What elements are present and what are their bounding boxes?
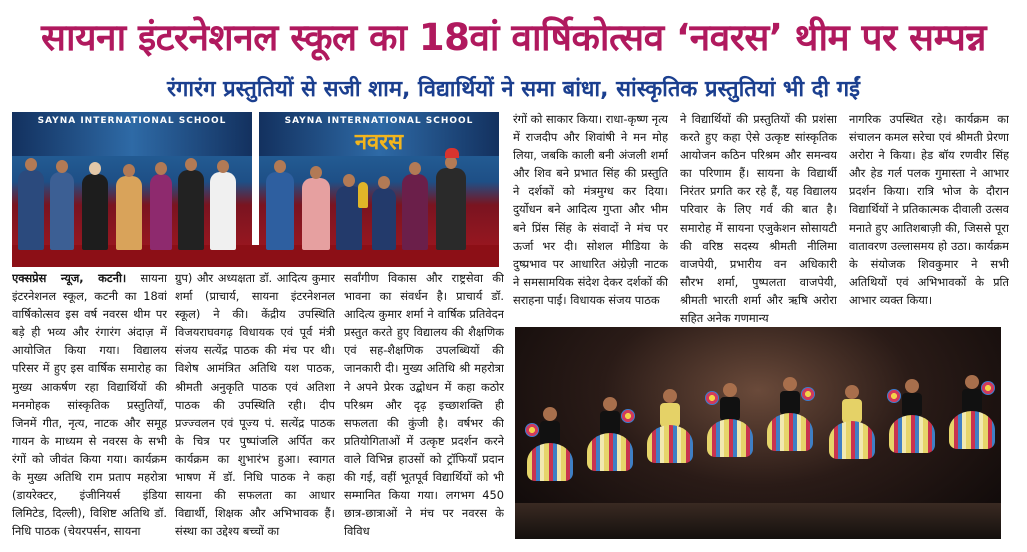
dancer-figure	[765, 377, 815, 497]
article-column-3-text: सर्वांगीण विकास और राष्ट्रसेवा की भावना का संवर्धन है। प्राचार्य डॉ. आदित्य कुमार शर्मा ने वार्षिक प्रतिवेदन प्रस्तुत करते हुए विद्यालय की शैक्षणिक एवं सह-शैक्षणिक उपलब्धियों की जानकारी दी। मुख्य अतिथि श्री महरोत्रा ने अपने प्रेरक उद्बोधन में कहा कठोर परिश्रम और दृढ़ इच्छाशक्ति ही सफलता की कुंजी है। वर्षभर की प्रतियोगिताओं में उत्कृष्ट प्रदर्शन करने वाले विभिन्न हाउसों को ट्रॉफियाँ प्रदान की गई, वहीं भूतपूर्व विद्यार्थियों को भी सम्मानित किया गया। लगभग 450 छात्र-छात्राओं ने मंच पर नवरस के विविध	[344, 271, 504, 539]
dancer-head	[845, 385, 859, 399]
guest-head	[217, 160, 229, 173]
article-column-3	[344, 269, 504, 543]
turban-icon	[445, 148, 459, 158]
guest-figure	[18, 170, 44, 250]
guest-head	[409, 162, 421, 175]
dancer-head	[905, 379, 919, 393]
stage-banner-school-name: SAYNA INTERNATIONAL SCHOOL	[37, 116, 227, 126]
dancer-figure	[705, 383, 755, 503]
guest-head	[274, 160, 286, 173]
dancer-skirt	[767, 413, 813, 451]
guest-figure	[50, 172, 74, 250]
pom-pom-icon	[981, 381, 995, 395]
dancer-skirt	[949, 411, 995, 449]
dancer-top	[780, 391, 800, 415]
guest-figure	[266, 172, 294, 250]
student-head	[343, 174, 355, 187]
pom-pom-icon	[621, 409, 635, 423]
guest-head	[123, 164, 135, 177]
article-column-4	[513, 110, 668, 325]
article-dateline: एक्सप्रेस न्यूज, कटनी।	[12, 271, 127, 285]
trophy-icon	[358, 182, 368, 208]
guest-figure	[210, 172, 236, 250]
dancer-figure	[585, 397, 635, 517]
dancer-top	[720, 397, 740, 421]
dancer-top	[660, 403, 680, 427]
guest-head	[155, 162, 167, 175]
subheadline: रंगारंग प्रस्तुतियों से सजी शाम, विद्यार्थियों ने समा बांधा, सांस्कृतिक प्रस्तुतियां भी दी गईं	[167, 77, 860, 102]
dancer-skirt	[647, 425, 693, 463]
dancer-head	[663, 389, 677, 403]
stage-banner-school-name-right: SAYNA INTERNATIONAL SCHOOL	[284, 116, 474, 126]
dancer-skirt	[707, 419, 753, 457]
dancer-figure	[525, 407, 575, 527]
guest-figure	[402, 174, 428, 250]
stage-photo	[12, 112, 499, 267]
dancer-top	[902, 393, 922, 417]
dancer-skirt	[829, 421, 875, 459]
dancer-skirt	[527, 443, 573, 481]
stage-banner-left	[12, 112, 252, 156]
article-column-5	[680, 110, 837, 325]
pom-pom-icon	[801, 387, 815, 401]
dancer-skirt	[587, 433, 633, 471]
pom-pom-icon	[705, 391, 719, 405]
stage-banner-theme: नवरस	[354, 130, 404, 155]
article-column-6-text: नागरिक उपस्थित रहे। कार्यक्रम का संचालन कमल सरेचा एवं श्रीमती प्रेरणा अरोरा ने किया। हेड बॉय रणवीर सिंह और हेड गर्ल पलक गुमास्ता ने आभार प्रदर्शन किया। रात्रि भोज के दौरान विद्यार्थियों ने प्रतिकात्मक दीवाली उत्सव मनाते हुए आतिशबाज़ी की, जिससे पूरा वातावरण उल्लासमय हो उठा। कार्यक्रम के संयोजक शिवकुमार ने सभी अतिथियों एवं अभिभावकों के प्रति आभार व्यक्त किया।	[849, 112, 1009, 307]
photo-divider	[252, 112, 259, 267]
guest-figure	[436, 168, 466, 250]
guest-figure	[82, 174, 108, 250]
dancer-head	[603, 397, 617, 411]
guest-figure	[150, 174, 172, 250]
guest-figure	[116, 176, 142, 250]
pom-pom-icon	[525, 423, 539, 437]
guest-head	[56, 160, 68, 173]
headline: सायना इंटरनेशनल स्कूल का 18वां वार्षिकोत्सव ‘नवरस’ थीम पर सम्पन्न	[41, 16, 986, 59]
guest-figure	[178, 170, 204, 250]
student-figure	[372, 188, 396, 250]
article-column-4-text: रंगों को साकार किया। राधा-कृष्ण नृत्य में राजदीप और शिवांषी ने मन मोह लिया, जबकि काली बनी अंजली शर्मा और शिव बने प्रभात सिंह की प्रस्तुति ने दर्शकों को मंत्रमुग्ध कर दिया। दुर्योधन बने आदित्य गुप्ता और भीम बने प्रिंस सिंह के संवादों ने मंच पर ऊर्जा भर दी। सोशल मीडिया के दुष्प्रभाव पर आधारित अंग्रेज़ी नाटक ने समसामयिक संदेश देकर दर्शकों की सराहना पाई। विधायक संजय पाठक	[513, 112, 668, 307]
student-head	[378, 176, 390, 189]
guest-head	[25, 158, 37, 171]
article-column-1-text: सायना इंटरनेशनल स्कूल, कटनी का 18वां वार्षिकोत्सव इस वर्ष नवरस थीम पर बड़े ही भव्य और रंगारंग अंदाज़ में आयोजित किया गया। विद्यालय परिसर में हुए इस वार्षिक समारोह का मुख्य आकर्षण रहा विद्यार्थियों की मनमोहक सांस्कृतिक प्रस्तुतियाँ, जिनमें गीत, नृत्य, नाटक और समूह गायन के माध्यम से नवरस के सभी रंगों को जीवंत किया गया। कार्यक्रम के मुख्य अतिथि राम प्रताप महरोत्रा (डायरेक्टर, इंजीनियर्स इंडिया लिमिटेड, दिल्ली), विशिष्ट अतिथि डॉ. निधि पाठक (चेयरपर्सन, सायना	[12, 271, 167, 539]
dancer-head	[543, 407, 557, 421]
dancer-head	[783, 377, 797, 391]
dancer-figure	[827, 385, 877, 505]
dancer-top	[600, 411, 620, 435]
article-column-6	[849, 110, 1009, 325]
dance-photo	[515, 327, 1001, 539]
article-column-1	[12, 269, 167, 543]
dancer-head	[723, 383, 737, 397]
dancer-head	[965, 375, 979, 389]
guest-head	[310, 166, 322, 179]
dancer-top	[962, 389, 982, 413]
guest-head	[89, 162, 101, 175]
dancer-figure	[645, 389, 695, 509]
pom-pom-icon	[887, 389, 901, 403]
dancer-figure	[947, 375, 997, 495]
dancer-top	[842, 399, 862, 423]
guest-head	[185, 158, 197, 171]
guest-figure	[302, 178, 330, 250]
article-column-2-text: ग्रुप) और अध्यक्षता डॉ. आदित्य कुमार शर्मा (प्राचार्य, सायना इंटरनेशनल स्कूल) ने की। केंद्रीय उपस्थिति विजयराघवगढ़ विधायक एवं पूर्व मंत्री संजय सत्येंद्र पाठक की मंच पर थी। विशेष आमंत्रित अतिथि यश पाठक, श्रीमती अनुकृति पाठक एवं अतिशा पाठक की उपस्थिति रही। दीप प्रज्ज्वलन एवं पूज्य पं. सत्येंद्र पाठक के चित्र पर पुष्पांजलि अर्पित कर कार्यक्रम का शुभारंभ हुआ। स्वागत भाषण में डॉ. निधि पाठक ने कहा सायना की सफलता का आधार विद्यार्थी, शिक्षक और अभिभावक हैं। संस्था का उद्देश्य बच्चों का	[175, 271, 335, 539]
article-column-2	[175, 269, 335, 543]
stage-banner-right	[259, 112, 499, 156]
dancer-skirt	[889, 415, 935, 453]
dancer-figure	[887, 379, 937, 499]
article-column-5-text: ने विद्यार्थियों की प्रस्तुतियों की प्रशंसा करते हुए कहा ऐसे उत्कृष्ट सांस्कृतिक आयोजन कठिन परिश्रम और समन्वय का परिणाम हैं। सायना के विद्यार्थी निरंतर प्रगति कर रहे हैं, यह विद्यालय परिवार के लिए गर्व की बात है। समारोह में सायना एजुकेशन सोसायटी की वरिष्ठ सदस्य श्रीमती नीलिमा वाजपेयी, प्रभारीय वन अधिकारी सौरभ शर्मा, पुष्पलता वाजपेयी, श्रीमती भारती शर्मा और ऋषि अरोरा सहित अनेक गणमान्य	[680, 112, 837, 325]
dancer-top	[540, 421, 560, 445]
